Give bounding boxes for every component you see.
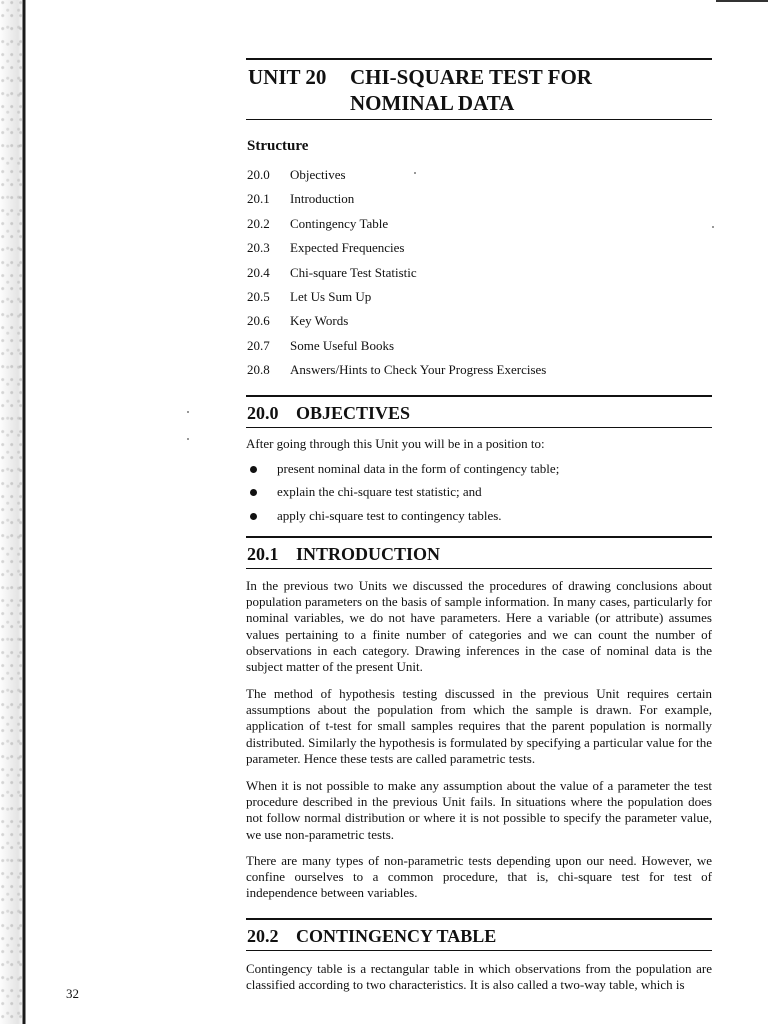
- introduction-paragraph: When it is not possible to make any assumption about the value of a parameter the test procedure described in the previous Unit fails. In situations where the population does not follow normal distribution or where it is not possible to specify the parameter value, we use non-parametric tests.: [246, 778, 712, 842]
- structure-item-label: Answers/Hints to Check Your Progress Exercises: [290, 362, 547, 378]
- structure-item-number: 20.3: [247, 240, 270, 256]
- unit-number: UNIT 20: [248, 65, 327, 89]
- objectives-top-rule: [246, 395, 712, 397]
- objectives-title: OBJECTIVES: [296, 403, 411, 423]
- structure-item-label: Key Words: [290, 313, 349, 329]
- objectives-list: [246, 461, 559, 531]
- introduction-title: INTRODUCTION: [296, 544, 441, 564]
- contingency-paragraph: Contingency table is a rectangular table in which observations from the population are classified according to two characteristics. It is also called a two-way table, which is: [246, 961, 712, 993]
- scan-speck: [414, 172, 416, 174]
- objective-item: [246, 508, 559, 531]
- structure-item-label: Contingency Table: [290, 215, 389, 231]
- title-bottom-rule: [246, 119, 712, 120]
- structure-item: [247, 190, 546, 214]
- objective-text: apply chi-square test to contingency tables.: [277, 507, 502, 523]
- contingency-bottom-rule: [246, 950, 712, 951]
- unit-title-line1: CHI-SQUARE TEST FOR: [350, 65, 592, 89]
- structure-item-number: 20.4: [247, 264, 270, 280]
- scan-speck: [712, 226, 714, 228]
- structure-item-label: Objectives: [290, 167, 346, 182]
- contingency-heading: [247, 925, 496, 947]
- objective-item: [246, 484, 559, 507]
- structure-item-label: Introduction: [290, 191, 355, 207]
- objectives-number: 20.0: [247, 403, 279, 423]
- introduction-bottom-rule: [246, 568, 712, 569]
- structure-item: [247, 337, 546, 361]
- corner-mark: [716, 0, 768, 2]
- structure-item-number: 20.6: [247, 313, 270, 329]
- structure-item-label: Some Useful Books: [290, 337, 394, 353]
- introduction-paragraph: The method of hypothesis testing discussed in the previous Unit requires certain assumptions about the population from which the sample is drawn. For example, application of t-test for small samples requires that the parent population is normally distributed. Similarly the hypothesis is formulated by specifying a particular value for the parameter. Hence these tests are called parametric tests.: [246, 686, 712, 766]
- structure-item: [247, 361, 546, 385]
- structure-item: [247, 288, 546, 312]
- binding-scan-noise: [0, 0, 22, 1024]
- structure-item-number: 20.2: [247, 215, 270, 231]
- bullet-icon: [250, 489, 257, 496]
- structure-item: [247, 166, 546, 190]
- contingency-number: 20.2: [247, 926, 279, 946]
- bullet-icon: [250, 513, 257, 520]
- objectives-intro: After going through this Unit you will be in a position to:: [246, 436, 545, 451]
- unit-title-line2: NOMINAL DATA: [350, 91, 515, 115]
- structure-item: [247, 215, 546, 239]
- scan-speck: [187, 411, 189, 413]
- introduction-paragraph: In the previous two Units we discussed the procedures of drawing conclusions about population parameters on the basis of sample information. In many cases, particularly for nominal variables, we do not have parameters. Here a variable (or attribute) assumes values pertaining to a finite number of categories and we can count the number of observations in each category. Drawing inferences in the case of nominal data is the subject matter of the present Unit.: [246, 578, 712, 675]
- structure-item-label: Expected Frequencies: [290, 240, 405, 256]
- page-number: 32: [66, 986, 79, 1001]
- introduction-top-rule: [246, 536, 712, 538]
- bullet-icon: [250, 466, 257, 473]
- unit-title: [248, 64, 592, 116]
- structure-list: [247, 166, 546, 386]
- structure-item-label: Let Us Sum Up: [290, 288, 372, 304]
- scan-speck: [187, 438, 189, 440]
- structure-item: [247, 239, 546, 263]
- introduction-paragraph: There are many types of non-parametric tests depending upon our need. However, we confine ourselves to a common procedure, that is, chi-square test for test of independence between variables.: [246, 853, 712, 901]
- contingency-title: CONTINGENCY TABLE: [296, 926, 497, 946]
- structure-item-number: 20.8: [247, 362, 270, 378]
- objective-item: [246, 461, 559, 484]
- objectives-heading: [247, 402, 410, 424]
- structure-item-label: Chi-square Test Statistic: [290, 264, 417, 280]
- structure-item: [247, 312, 546, 336]
- contingency-top-rule: [246, 918, 712, 920]
- structure-heading: Structure: [247, 138, 309, 154]
- structure-item-number: 20.1: [247, 191, 270, 207]
- structure-item-number: 20.7: [247, 337, 270, 353]
- structure-item: [247, 264, 546, 288]
- structure-item-number: 20.0: [247, 167, 270, 182]
- structure-item-number: 20.5: [247, 288, 270, 304]
- introduction-number: 20.1: [247, 544, 279, 564]
- objectives-bottom-rule: [246, 427, 712, 428]
- objective-text: explain the chi-square test statistic; and: [277, 484, 482, 500]
- objective-text: present nominal data in the form of contingency table;: [277, 461, 560, 476]
- title-top-rule: [246, 58, 712, 60]
- introduction-heading: [247, 543, 440, 565]
